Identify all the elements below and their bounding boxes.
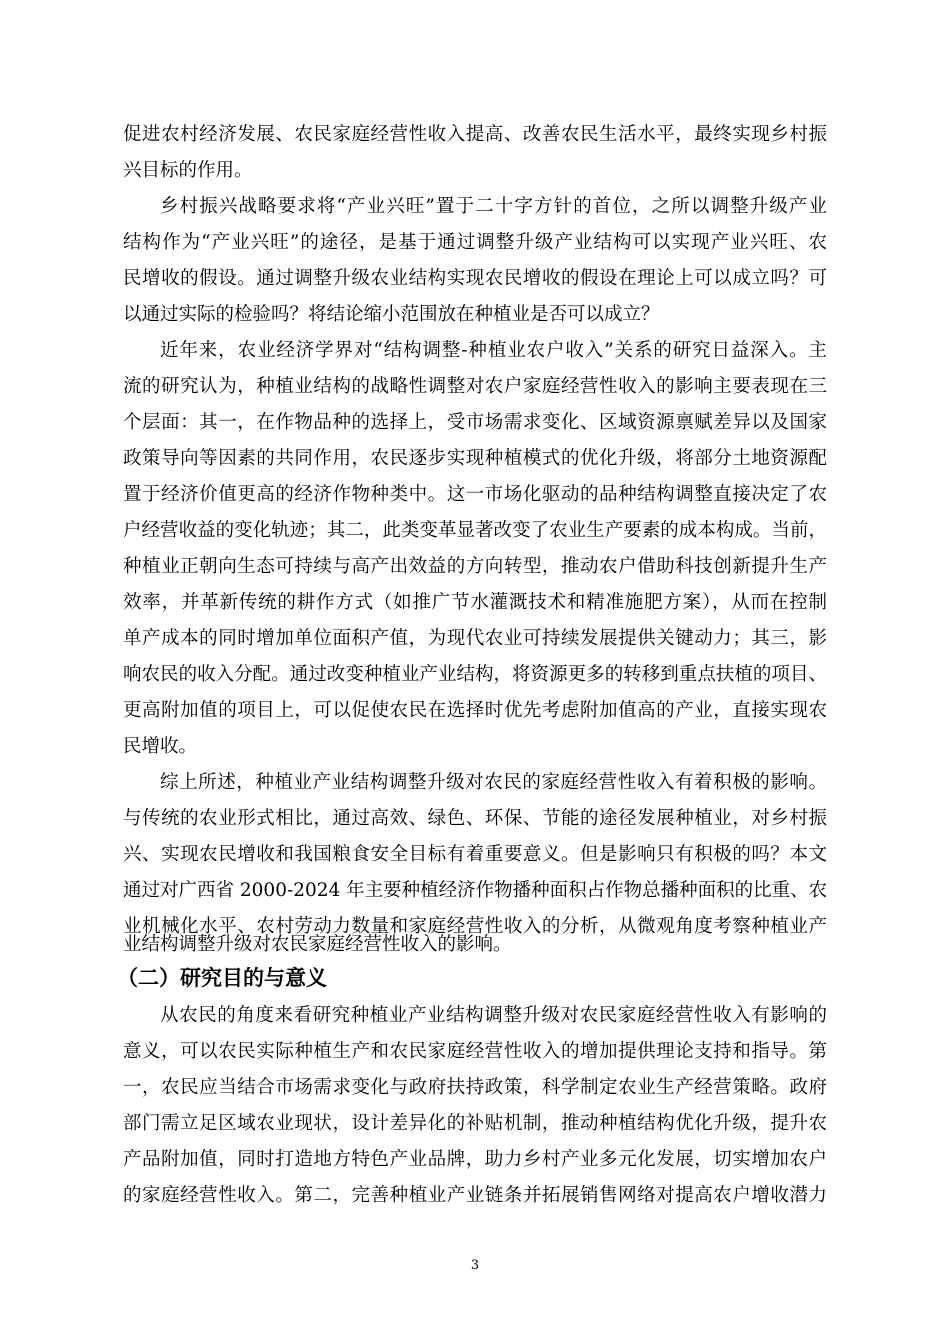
paragraph-line: 兴、实现农民增收和我国粮食安全目标有着重要意义。但是影响只有积极的吗？本文 bbox=[123, 844, 827, 865]
paragraph-line: 政策导向等因素的共同作用，农民逐步实现种植模式的优化升级，将部分土地资源配 bbox=[123, 448, 827, 469]
paragraph-line: 结构作为“产业兴旺”的途径，是基于通过调整升级产业结构可以实现产业兴旺、农 bbox=[123, 232, 827, 253]
paragraph-line: 以通过实际的检验吗？将结论缩小范围放在种植业是否可以成立？ bbox=[123, 304, 660, 325]
paragraph-line: 户经营收益的变化轨迹；其二，此类变革显著改变了农业生产要素的成本构成。当前， bbox=[123, 520, 827, 541]
paragraph-line: 效率，并革新传统的耕作方式（如推广节水灌溉技术和精准施肥方案），从而在控制 bbox=[123, 592, 827, 613]
paragraph-line: 通过对广西省 2000-2024 年主要种植经济作物播种面积占作物总播种面积的比重、农 bbox=[123, 880, 827, 901]
paragraph-line: 民增收的假设。通过调整升级农业结构实现农民增收的假设在理论上可以成立吗？可 bbox=[123, 268, 827, 289]
paragraph-line: 乡村振兴战略要求将“产业兴旺”置于二十字方针的首位，之所以调整升级产业 bbox=[160, 196, 827, 217]
paragraph-line: 综上所述，种植业产业结构调整升级对农民的家庭经营性收入有着积极的影响。 bbox=[160, 772, 827, 793]
section-heading: （二）研究目的与意义 bbox=[117, 966, 327, 990]
paragraph-line: 置于经济价值更高的经济作物种类中。这一市场化驱动的品种结构调整直接决定了农 bbox=[123, 484, 827, 505]
paragraph-line: 产品附加值，同时打造地方特色产业品牌，助力乡村产业多元化发展，切实增加农户 bbox=[123, 1149, 827, 1170]
paragraph-line: 个层面：其一，在作物品种的选择上，受市场需求变化、区域资源禀赋差异以及国家 bbox=[123, 412, 827, 433]
paragraph-line: 单产成本的同时增加单位面积产值，为现代农业可持续发展提供关键动力；其三，影 bbox=[123, 628, 827, 649]
paragraph-line: 流的研究认为，种植业结构的战略性调整对农户家庭经营性收入的影响主要表现在三 bbox=[123, 376, 827, 397]
paragraph-line: 民增收。 bbox=[123, 736, 198, 757]
paragraph-line: 更高附加值的项目上，可以促使农民在选择时优先考虑附加值高的产业，直接实现农 bbox=[123, 700, 827, 721]
paragraph-line: 从农民的角度来看研究种植业产业结构调整升级对农民家庭经营性收入有影响的 bbox=[160, 1005, 827, 1026]
paragraph-line: 兴目标的作用。 bbox=[123, 160, 253, 181]
paragraph-line: 响农民的收入分配。通过改变种植业产业结构，将资源更多的转移到重点扶植的项目、 bbox=[123, 664, 827, 685]
paragraph-line: 近年来，农业经济学界对“结构调整-种植业农户收入”关系的研究日益深入。主 bbox=[160, 340, 827, 361]
paragraph-line: 一，农民应当结合市场需求变化与政府扶持政策，科学制定农业生产经营策略。政府 bbox=[123, 1077, 827, 1098]
paragraph-line: 促进农村经济发展、农民家庭经营性收入提高、改善农民生活水平，最终实现乡村振 bbox=[123, 124, 827, 145]
paragraph-line: 业结构调整升级对农民家庭经营性收入的影响。 bbox=[123, 934, 512, 955]
paragraph-line: 种植业正朝向生态可持续与高产出效益的方向转型，推动农户借助科技创新提升生产 bbox=[123, 556, 827, 577]
paragraph-line: 与传统的农业形式相比，通过高效、绿色、环保、节能的途径发展种植业，对乡村振 bbox=[123, 808, 827, 829]
paragraph-line: 部门需立足区域农业现状，设计差异化的补贴机制，推动种植结构优化升级，提升农 bbox=[123, 1113, 827, 1134]
paragraph-line: 的家庭经营性收入。第二，完善种植业产业链条并拓展销售网络对提高农户增收潜力 bbox=[123, 1185, 827, 1206]
page-number: 3 bbox=[470, 1258, 480, 1273]
paragraph-line: 业机械化水平、农村劳动力数量和家庭经营性收入的分析，从微观角度考察种植业产 bbox=[123, 916, 827, 937]
paragraph-line: 意义，可以农民实际种植生产和农民家庭经营性收入的增加提供理论支持和指导。第 bbox=[123, 1041, 827, 1062]
